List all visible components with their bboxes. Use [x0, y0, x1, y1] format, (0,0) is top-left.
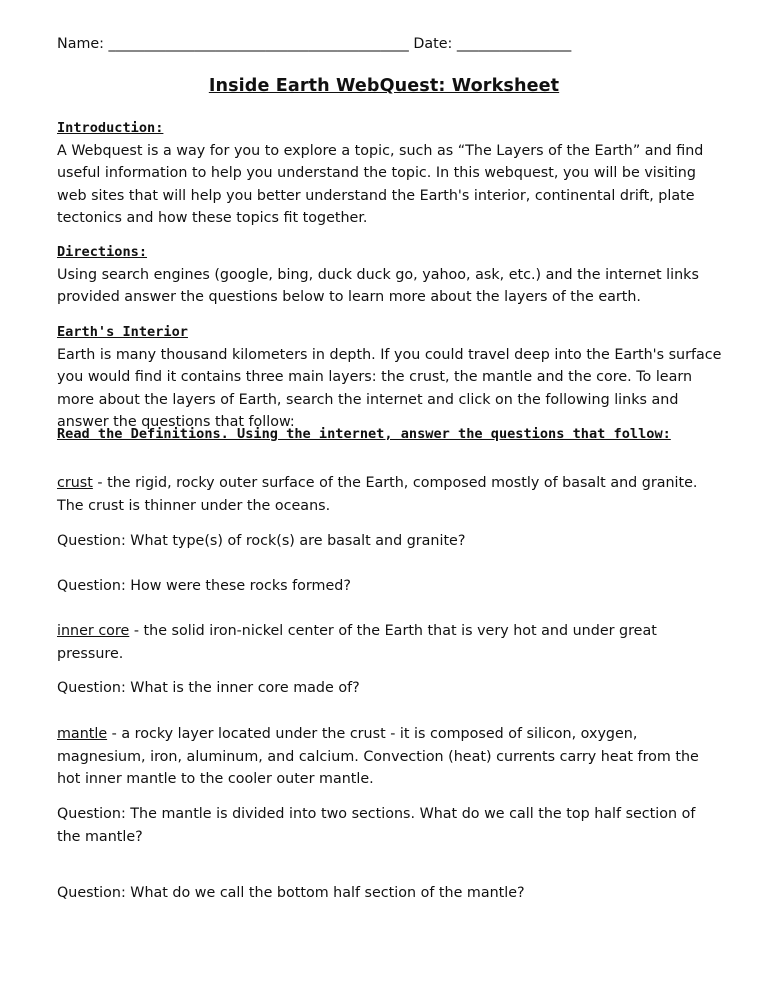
intro-heading: Introduction:: [57, 120, 164, 136]
crust-definition: [57, 472, 723, 517]
name-blank: __________________________________________: [108, 36, 409, 52]
instruction-section: [57, 423, 723, 446]
directions-body: Using search engines (google, bing, duck duck go, yahoo, ask, etc.) and the internet links provided answer the questions below to learn more about the layers of the earth.: [57, 266, 699, 305]
inner-core-term: inner core: [57, 623, 130, 639]
directions-heading: Directions:: [57, 244, 148, 260]
page-title: Inside Earth WebQuest: Worksheet: [208, 76, 560, 96]
date-label: Date:: [413, 36, 453, 52]
mantle-definition-text: - a rocky layer located under the crust - it is composed of silicon, oxygen, magnesium, iron, aluminum, and calcium. Convection (heat) currents carry heat from the hot inner mantle to the cooler outer mantle.: [57, 726, 699, 787]
mantle-paragraph: [57, 723, 723, 791]
crust-paragraph: [57, 472, 723, 517]
mantle-definition: [57, 723, 723, 791]
mantle-question-1: Question: The mantle is divided into two sections. What do we call the top half section of the mantle?: [57, 806, 696, 845]
interior-heading: Earth's Interior: [57, 324, 188, 340]
inner-core-question-1: Question: What is the inner core made of?: [57, 680, 360, 696]
date-blank: ________________: [456, 36, 572, 52]
crust-question-1: Question: What type(s) of rock(s) are basalt and granite?: [57, 533, 466, 549]
inner-core-paragraph: [57, 620, 723, 665]
mantle-question-2: Question: What do we call the bottom half section of the mantle?: [57, 885, 525, 901]
crust-question-2: Question: How were these rocks formed?: [57, 578, 351, 594]
header-line: [57, 33, 571, 56]
interior-section: [57, 321, 723, 434]
intro-body: A Webquest is a way for you to explore a topic, such as “The Layers of the Earth” and find useful information to help you understand the topic. In this webquest, you will be visiting web sites that will help you better understand the Earth's interior, continental drift, plate tectonics and how these topics fit together.: [57, 142, 704, 226]
directions-section: [57, 241, 723, 309]
inner-core-definition: [57, 620, 723, 665]
inner-core-definition-text: - the solid iron-nickel center of the Earth that is very hot and under great pressure.: [57, 623, 657, 662]
mantle-term: mantle: [57, 726, 108, 742]
intro-section: [57, 117, 723, 230]
name-label: Name:: [57, 36, 104, 52]
crust-term: crust: [57, 475, 93, 491]
instruction-text: Read the Definitions. Using the internet, answer the questions that follow:: [57, 426, 671, 442]
interior-body: Earth is many thousand kilometers in depth. If you could travel deep into the Earth's surface you would find it contains three main layers: the crust, the mantle and the core. To learn more about the layers of Earth, search the internet and click on the following links and answer the questions that follow:: [57, 346, 722, 430]
crust-definition-text: - the rigid, rocky outer surface of the Earth, composed mostly of basalt and granite. The crust is thinner under the oceans.: [57, 475, 698, 514]
